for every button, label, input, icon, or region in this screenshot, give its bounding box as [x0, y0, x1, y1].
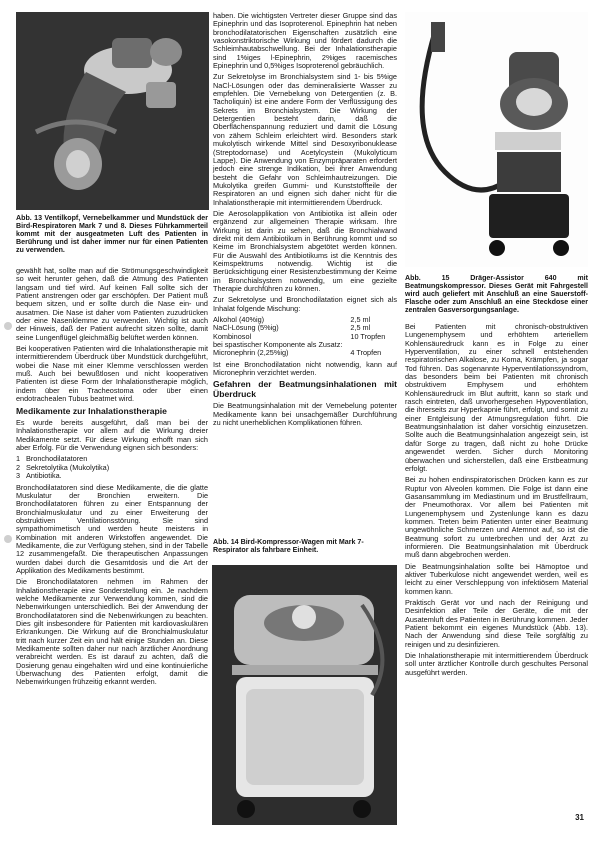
paragraph: Bronchodilatatoren sind diese Medikamente, die die glatte Muskulatur der Bronchien erweitern. Die Bronchodilatatoren führen zu einer Entspannung der Bronchialmuskulatur und zu einer Erweiterung der obstruktiven Ventilationsstörung. Sie sind sympathomimetisch und werden heute meistens in Kombination mit anderen Wirkstoffen angewendet. Die Medikamente, die zur Verfügung stehen, sind in der Tabelle 12 zusammengefaßt. Die therapeutischen Anpassungen wurden dabei durch die Gesamtdosis und die Art der Applikation des Medikaments bestimmt. [16, 482, 208, 575]
fig13-photo [16, 12, 209, 210]
table-row: Micronephrin (2,25%ig) 4 Tropfen [213, 348, 382, 358]
paragraph: Die Inhalationstherapie mit intermittierendem Überdruck soll unter ärztlicher Kontrolle durch geschultes Personal ausgeführt werden. [405, 651, 588, 677]
fig14-caption: Abb. 14 Bird-Kompressor-Wagen mit Mark 7-Respirator als fahrbare Einheit. [213, 538, 364, 554]
paragraph: Bei Patienten mit chronisch-obstruktiven Lungenemphysem und erhöhtem arteriellem Kohlensäuredruck kann es in Folge zu einer Hyperventilation, zu einer schnell entstehenden respiratorischen Alkalose, zu Koma, Krämpfen, ja sogar Tod führen. Das sogenannte Hyperventilationssyndrom, das besonders beim bei Patienten mit chronisch obstruktivem Emphysem und erhöhtem Kohlensäuredruck im Blut auftritt, kann so stark und rasch eintreten, daß unvorhergesehen Hypoventilation, die ihrerseits zur Hyperkapnie führt, erfolgt, und somit zu einer Entgleisung der Atmungsregulation führt. Die Beatmungsinhalation ist daher vorsichtig einzusetzen. Sollte auch die Beatmungsinhalation angezeigt sein, ist dafür Sorge zu tragen, daß nicht zu hohe Drücke angewendet werden. Sicher durch Monitoring überwachen und sicherstellen, daß eine Erstbeatmung erfolgt. [405, 322, 588, 473]
paragraph: Zur Sekretolyse im Bronchialsystem sind 1- bis 5%ige NaCl-Lösungen oder das demineralisierte Wasser zu empfehlen. Die Vernebelung von Detergentien (z. B. Tacholiquin) ist eine andere Form der Verflüssigung des Sekrets im Bronchialsystem. Die Wirkung der Detergentien besteht darin, daß die Oberflächenspannung reduziert und damit die Lösung von zähem Schleim erleichtert wird. Besonders stark mukolytisch wirkende Mittel sind Desoxyribonuklease (Streptodornase) und Acetylcystein (Mukolyticum Lappe). Die Anwendung von Enzympräparaten erfordert jedoch eine strenge Indikation, bei ihrer Anwendung besteht die Gefahr von Schleimhautreizungen. Die Mukolytika greifen Gummi- und Kunststoffteile der Respiratoren an und eignen sich daher nicht für die Inhalationstherapie mit intermittierendem Überdruck. [213, 72, 397, 207]
fig15-caption: Abb. 15 Dräger-Assistor 640 mit Beatmungskompressor. Dieses Gerät mit Fahrgestell wird auch geliefert mit Anschluß an eine Sauerstoff-Flasche oder zum Anschluß an eine Steckdose einer zentralen Gasversorgungsanlage. [405, 274, 588, 314]
table-row: Alkohol (40%ig) 2,5 ml [213, 315, 371, 325]
list-item: 3 Antibiotika. [16, 471, 62, 481]
inhalation-mixture-table [213, 316, 393, 357]
paragraph: Bei zu hohen endinspiratorischen Drücken kann es zur Ruptur von Alveolen kommen. Die Folge ist dann eine Gasansammlung im Mediastinum und im Brustfellraum, der Pneumothorax. Vor allem bei Patienten mit Lungenemphysem und Zystenlunge kann es dazu kommen. Treten beim Patienten unter einer Beatmung ungewöhnliche Schmerzen und Atemnot auf, so ist die Beatmung sofort zu unterbrechen und der Arzt zu informieren. Die Beatmungsinhalation mit Überdruck muß dann abgebrochen werden. [405, 475, 588, 560]
paragraph: Bei kooperativen Patienten wird die Inhalationstherapie mit intermittierendem Überdruck über Mundstück durchgeführt, wobei die Nase mit einer Klemme verschlossen werden muß. Auch bei bewußtlosen und nicht kooperativen Patienten ist diese Form der Inhalationstherapie möglich, indem über ein Tracheostoma oder über einen endotrachealen Tubus beatmet wird. [16, 344, 208, 404]
fig15-photo [405, 12, 588, 267]
paragraph: Die Bronchodilatatoren nehmen im Rahmen der Inhalationstherapie eine Sonderstellung ein. Je nachdem welche Medikamente zur Verwendung kommen, sind die Nebenwirkungen unterschiedlich. Bei der Anwendung der Bronchodilatatoren sind die Nebenwirkungen zu beachten. Dies gilt insbesondere für Patienten mit kardiovaskulären Erkrankungen. Die Wirkung auf die Bronchialmuskulatur tritt nach kurzer Zeit ein und hält einige Stunden an. Diese Medikamente sollten daher nur nach ärztlicher Anordnung verabreicht werden. Es ist darauf zu achten, daß die Dosierung genau eingehalten wird und eine kontinuierliche Überwachung des Patienten erfolgt, damit die Nebenwirkungen frühzeitig erkannt werden. [16, 577, 208, 687]
fig13-caption: Abb. 13 Ventilkopf, Vernebelkammer und Mundstück der Bird-Respiratoren Mark 7 und 8. Dieses Führkammerteil kommt mit der ausgeatmeten Luft des Patienten in Berührung und ist daher immer nur für einen Patienten zu verwenden. [16, 214, 208, 254]
paragraph: Zur Sekretolyse und Bronchodilatation eignet sich als Inhalat folgende Mischung: [213, 295, 397, 313]
paragraph: Die Aerosolapplikation von Antibiotika ist allein oder ergänzend zur allgemeinen Therapie wirksam. Ihre Wirkung ist darin zu sehen, daß die Bronchialwand direkt mit dem Antibiotikum in Berührung kommt und so Keime im Bronchialsystem abgetötet werden können. Für die Auswahl des Antibiotikums ist die Kenntnis des Keimspektrums notwendig. Wichtig ist die Berücksichtigung einer Resistenzbestimmung der Keime im Bronchialsystem notwendig, um eine gezielte Therapie durchführen zu können. [213, 208, 397, 293]
punch-hole [4, 535, 12, 543]
table-row: NaCl-Lösung (5%ig) 2,5 ml [213, 323, 371, 333]
column-left [16, 214, 208, 690]
paragraph: Die Beatmungsinhalation mit der Vernebelung potenter Medikamente kann bei unsachgemäßer Durchführung zu nicht unerheblichen Komplikationen führen. [213, 401, 397, 428]
column-right [405, 274, 588, 680]
punch-hole [4, 322, 12, 330]
fig14-photo [212, 565, 397, 825]
paragraph: Die Beatmungsinhalation sollte bei Hämoptoe und aktiver Tuberkulose nicht angewendet werden, weil es leicht zu einer Verschleppung von infektiösem Material kommen kann. [405, 561, 588, 596]
paragraph: Praktisch Gerät vor und nach der Reinigung und Desinfektion aller Teile der Geräte, die mit der Ausatemluft des Patienten in Berührung kommen. Jeder Patient bekommt ein eigenes Mundstück (Abb. 13). Nach der Anwendung sind diese Teile sorgfältig zu reinigen und zu desinfizieren. [405, 598, 588, 649]
column-middle [213, 12, 397, 430]
section-heading: Medikamente zur Inhalationstherapie [16, 405, 167, 416]
paragraph: gewählt hat, sollte man auf die Strömungsgeschwindigkeit so weit herunter gehen, daß die Atmung des Patienten langsam und tief wird. Auf keinen Fall sollte sich der Patient anstrengen oder gar erschöpfen. Der Patient muß bequem sitzen, und er sollte durch die Nase ein- und ausatmen. Die Nase ist daher vom Patienten zuzudrücken oder eine Nasenklemme zu verwenden. Wichtig ist auch der Hinweis, daß der Patient aufrecht sitzen sollte, damit seine Lungenflügel gleichmäßig belüftet werden können. [16, 266, 208, 342]
paragraph: haben. Die wichtigsten Vertreter dieser Gruppe sind das Epinephrin und das Isoproterenol. Epinephrin hat neben bronchodilatatorischen Eigenschaften zusätzlich eine vasokonstriktorische Wirkung und fördert dadurch die Schleimhautabschwellung. Bei der Inhalationstherapie sind 1%iges l-Epinephrin, 2%iges racemisches Epinephrin und 0,5%iges Isoproterenol gebräuchlich. [213, 11, 397, 71]
table-row: Kombinosol 10 Tropfen [213, 331, 386, 341]
list-item: 1 Bronchodilatatoren [16, 454, 88, 464]
page-number: 31 [575, 813, 584, 822]
paragraph: Es wurde bereits ausgeführt, daß man bei der Inhalationstherapie vor allem auf die Wirkung dreier Medikamente setzt. Für diese Wirkung erhofft man sich aber Erfolg. Für die Verwendung eignen sich besonders: [16, 418, 208, 453]
table-row: bei spastischer Komponente als Zusatz: [213, 339, 343, 349]
section-heading: Gefahren der Beatmungsinhalationen mit Überdruck [213, 379, 397, 399]
list-item: 2 Sekretolytika (Mukolytika) [16, 462, 110, 472]
paragraph: Ist eine Bronchodilatation nicht notwendig, kann auf Micronephrin verzichtet werden. [213, 359, 397, 377]
medication-list [16, 455, 208, 480]
